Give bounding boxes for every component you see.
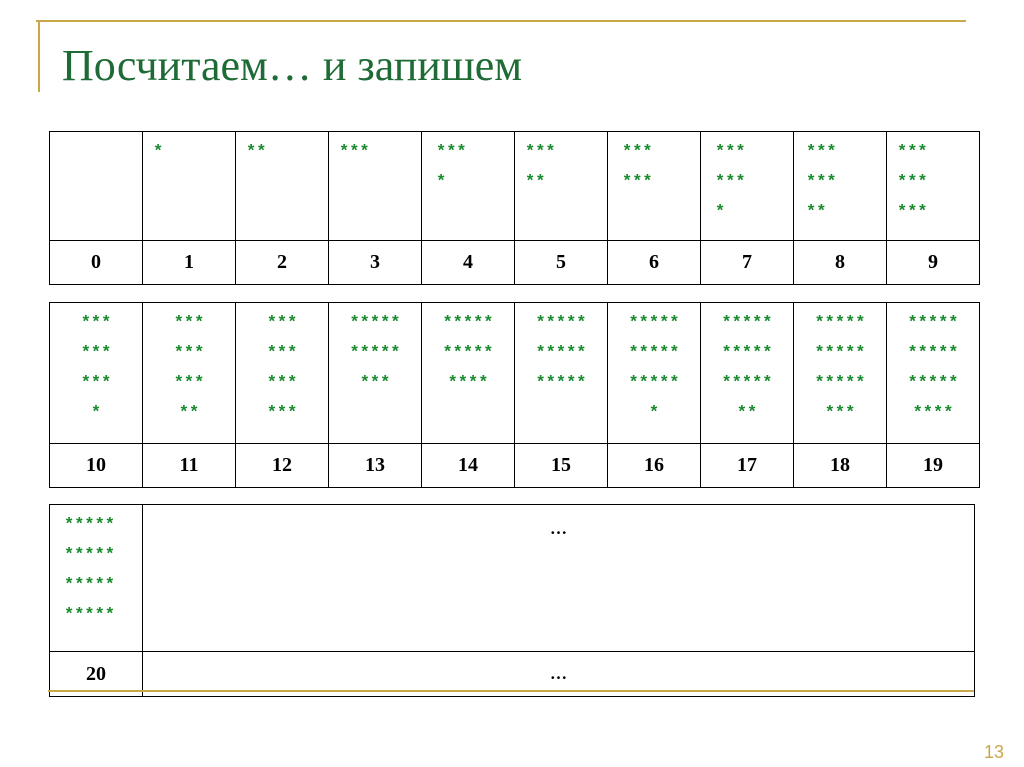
stars-cell: [50, 132, 143, 241]
stars-cell: [608, 132, 701, 241]
star-group: ***** ***** ****: [442, 314, 494, 393]
stars-cell: [701, 303, 794, 444]
number-cell: 4: [422, 241, 515, 285]
number-cell: 2: [236, 241, 329, 285]
star-group: *** *** *** ***: [266, 314, 298, 423]
number-cell: 1: [143, 241, 236, 285]
number-cell: 16: [608, 444, 701, 488]
number-cell: 17: [701, 444, 794, 488]
stars-cell: [794, 303, 887, 444]
number-cell: 0: [50, 241, 143, 285]
star-group: **: [246, 143, 267, 162]
stars-cell: [794, 132, 887, 241]
number-cell: 19: [887, 444, 980, 488]
stars-cell: [50, 505, 143, 652]
star-group: *** *** ***: [897, 143, 928, 222]
stars-cell: [236, 132, 329, 241]
stars-cell: [329, 132, 422, 241]
slide-title: Посчитаем… и запишем: [62, 41, 523, 90]
numbers-row: [50, 241, 980, 285]
continuation-cell: …: [143, 652, 975, 697]
star-group: *** *: [436, 143, 467, 192]
number-cell: 20: [50, 652, 143, 697]
stars-cell: [515, 303, 608, 444]
star-group: *** *** **: [806, 143, 837, 222]
number-cell: 14: [422, 444, 515, 488]
star-group: ***: [339, 143, 370, 162]
number-cell: 15: [515, 444, 608, 488]
number-cell: 7: [701, 241, 794, 285]
stars-cell: [329, 303, 422, 444]
number-cell: 12: [236, 444, 329, 488]
stars-cell: [50, 303, 143, 444]
star-group: *** *** *: [715, 143, 746, 222]
number-cell: 18: [794, 444, 887, 488]
counting-table-10-19: [49, 302, 980, 488]
stars-cell: [515, 132, 608, 241]
stars-cell: [143, 132, 236, 241]
stars-cell: [143, 303, 236, 444]
star-group: ***** ***** ***** ****: [907, 314, 959, 423]
star-group: ***** ***** ***** **: [721, 314, 773, 423]
star-group: *** *** *** *: [80, 314, 112, 423]
star-group: ***** ***** ***: [349, 314, 401, 393]
number-cell: 3: [329, 241, 422, 285]
star-group: ***** ***** *****: [535, 314, 587, 393]
top-decorative-rule: [36, 20, 966, 22]
stars-cell: [887, 303, 980, 444]
star-group: ***** ***** ***** ***: [814, 314, 866, 423]
star-group: *** **: [525, 143, 556, 192]
number-cell: 8: [794, 241, 887, 285]
star-group: ***** ***** ***** *****: [64, 516, 116, 625]
counting-table-20: [49, 504, 975, 697]
continuation-cell: …: [143, 505, 975, 652]
stars-cell: [701, 132, 794, 241]
stars-cell: [608, 303, 701, 444]
numbers-row: [50, 444, 980, 488]
stars-cell: [236, 303, 329, 444]
number-cell: 5: [515, 241, 608, 285]
stars-cell: [422, 303, 515, 444]
counting-table-0-9: [49, 131, 980, 285]
bottom-decorative-rule: [48, 690, 974, 692]
star-group: *: [153, 143, 164, 162]
number-cell: 13: [329, 444, 422, 488]
stars-row: [50, 132, 980, 241]
number-cell: 9: [887, 241, 980, 285]
star-group: *** *** *** **: [173, 314, 205, 423]
star-group: ***** ***** ***** *: [628, 314, 680, 423]
number-cell: 11: [143, 444, 236, 488]
stars-cell: [422, 132, 515, 241]
stars-row: [50, 505, 975, 652]
star-group: *** ***: [622, 143, 653, 192]
page-number: 13: [983, 742, 1004, 762]
number-cell: 10: [50, 444, 143, 488]
stars-cell: [887, 132, 980, 241]
stars-row: [50, 303, 980, 444]
number-cell: 6: [608, 241, 701, 285]
left-decorative-rule: [38, 20, 40, 92]
